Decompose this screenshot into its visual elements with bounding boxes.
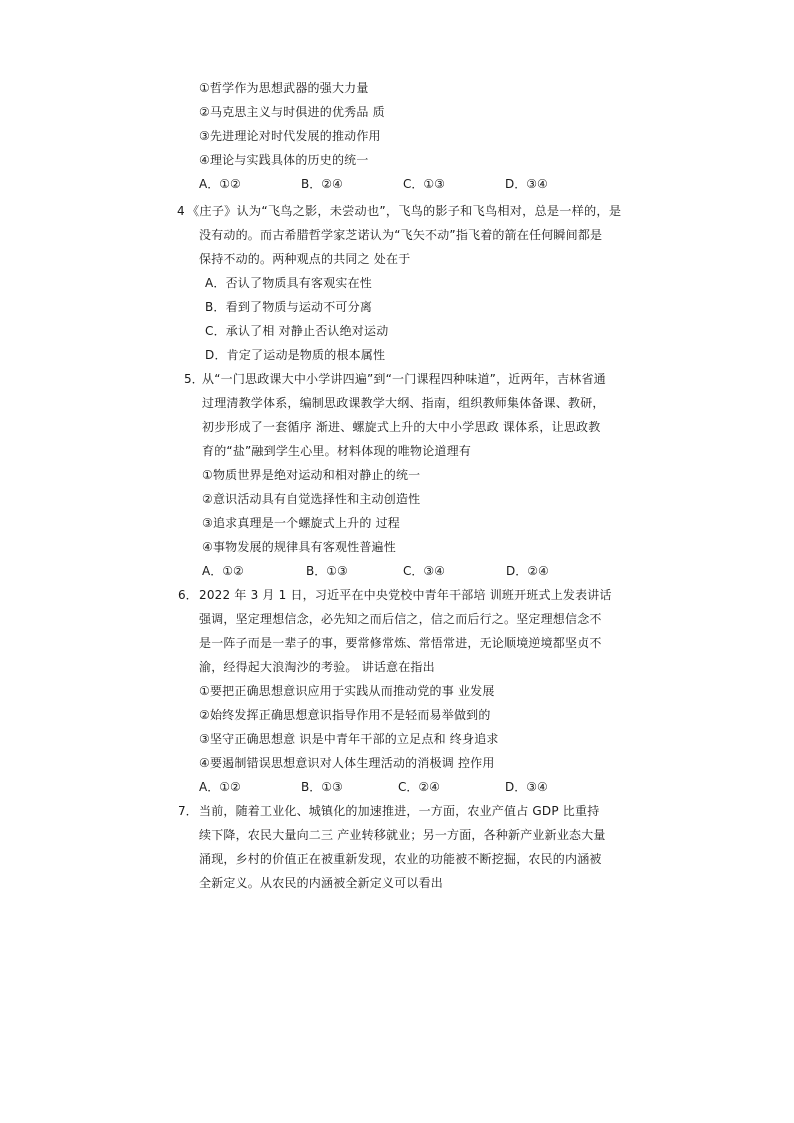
q3-item-2: ②马克思主义与时俱进的优秀品 质 <box>199 105 385 119</box>
q4-choice-d: D．肯定了运动是物质的根本属性 <box>205 348 386 362</box>
q5-option-c: C．③④ <box>403 564 445 578</box>
q5-number: 5． <box>184 372 204 386</box>
q6-options <box>199 779 599 795</box>
q4-stem-line-2: 没有动的。而古希腊哲学家芝诺认为“飞矢不动”指飞着的箭在任何瞬间都是 <box>199 228 603 242</box>
q6-stem-line-4: 渝，经得起大浪淘沙的考验。 讲话意在指出 <box>199 660 435 674</box>
q5-option-a: A．①② <box>202 564 244 578</box>
q5-stem-line-3: 初步形成了一套循序 渐进、螺旋式上升的大中小学思政 课体系，让思政教 <box>202 420 601 434</box>
q7-stem-line-3: 涌现，乡村的价值正在被重新发现，农业的功能被不断挖掘，农民的内涵被 <box>199 852 602 866</box>
q5-item-2: ②意识活动具有自觉选择性和主动创造性 <box>202 492 421 506</box>
q6-item-4: ④要遏制错误思想意识对人体生理活动的消极调 控作用 <box>199 756 495 770</box>
q5-option-d: D．②④ <box>506 564 549 578</box>
q3-option-c: C．①③ <box>403 177 445 191</box>
q6-option-d: D．③④ <box>505 780 548 794</box>
q5-stem-line-2: 过理清教学体系，编制思政课教学大纲、指南，组织教师集体备课、教研， <box>202 396 605 410</box>
q3-option-d: D．③④ <box>505 177 548 191</box>
q6-item-2: ②始终发挥正确思想意识指导作用不是轻而易举做到的 <box>199 708 491 722</box>
q6-item-1: ①要把正确思想意识应用于实践从而推动党的事 业发展 <box>199 684 495 698</box>
q5-item-4: ④事物发展的规律具有客观性普遍性 <box>202 540 396 554</box>
q6-option-c: C．②④ <box>398 780 440 794</box>
q4-choice-b: B．看到了物质与运动不可分离 <box>205 300 373 314</box>
q6-number: 6． <box>178 588 198 602</box>
q6-stem-line-1: 2022 年 3 月 1 日，习近平在中央党校中青年干部培 训班开班式上发表讲话 <box>199 588 612 602</box>
q6-stem-line-2: 强调，坚定理想信念，必先知之而后信之，信之而后行之。坚定理想信念不 <box>199 612 602 626</box>
q7-number: 7． <box>178 804 198 818</box>
q3-item-4: ④理论与实践具体的历史的统一 <box>199 153 369 167</box>
q3-option-a: A．①② <box>199 177 241 191</box>
q4-stem-line-3: 保持不动的。两种观点的共同之 处在于 <box>199 252 411 266</box>
q4-stem-line-1: 《庄子》认为“飞鸟之影，未尝动也”，飞鸟的影子和飞鸟相对，总是一样的，是 <box>187 204 622 218</box>
q7-stem-line-4: 全新定义。从农民的内涵被全新定义可以看出 <box>199 876 444 890</box>
q3-option-b: B．②④ <box>301 177 343 191</box>
q5-item-3: ③追求真理是一个螺旋式上升的 过程 <box>202 516 400 530</box>
q3-options <box>199 176 599 192</box>
q6-stem-line-3: 是一阵子而是一辈子的事，要常修常炼、常悟常进，无论顺境逆境都坚贞不 <box>199 636 602 650</box>
q5-stem-line-4: 育的“盐”融到学生心里。材料体现的唯物论道理有 <box>202 444 472 458</box>
q6-option-b: B．①③ <box>301 780 343 794</box>
q7-stem-line-1: 当前，随着工业化、城镇化的加速推进，一方面，农业产值占 GDP 比重持 <box>199 804 600 818</box>
q7-stem-line-2: 续下降，农民大量向二三 产业转移就业；另一方面，各种新产业新业态大量 <box>199 828 606 842</box>
q6-option-a: A．①② <box>199 780 241 794</box>
q4-choice-a: A．否认了物质具有客观实在性 <box>205 276 373 290</box>
q4-number: 4 <box>177 204 185 218</box>
q5-stem-line-1: 从“一门思政课大中小学讲四遍”到“一门课程四种味道”，近两年，吉林省通 <box>202 372 606 386</box>
q4-choice-c: C．承认了相 对静止否认绝对运动 <box>205 324 389 338</box>
q5-item-1: ①物质世界是绝对运动和相对静止的统一 <box>202 468 421 482</box>
q3-item-1: ①哲学作为思想武器的强大力量 <box>199 81 369 95</box>
q3-item-3: ③先进理论对时代发展的推动作用 <box>199 129 381 143</box>
q6-item-3: ③坚守正确思想意 识是中青年干部的立足点和 终身追求 <box>199 732 499 746</box>
q5-options <box>202 563 602 579</box>
q5-option-b: B．①③ <box>306 564 348 578</box>
